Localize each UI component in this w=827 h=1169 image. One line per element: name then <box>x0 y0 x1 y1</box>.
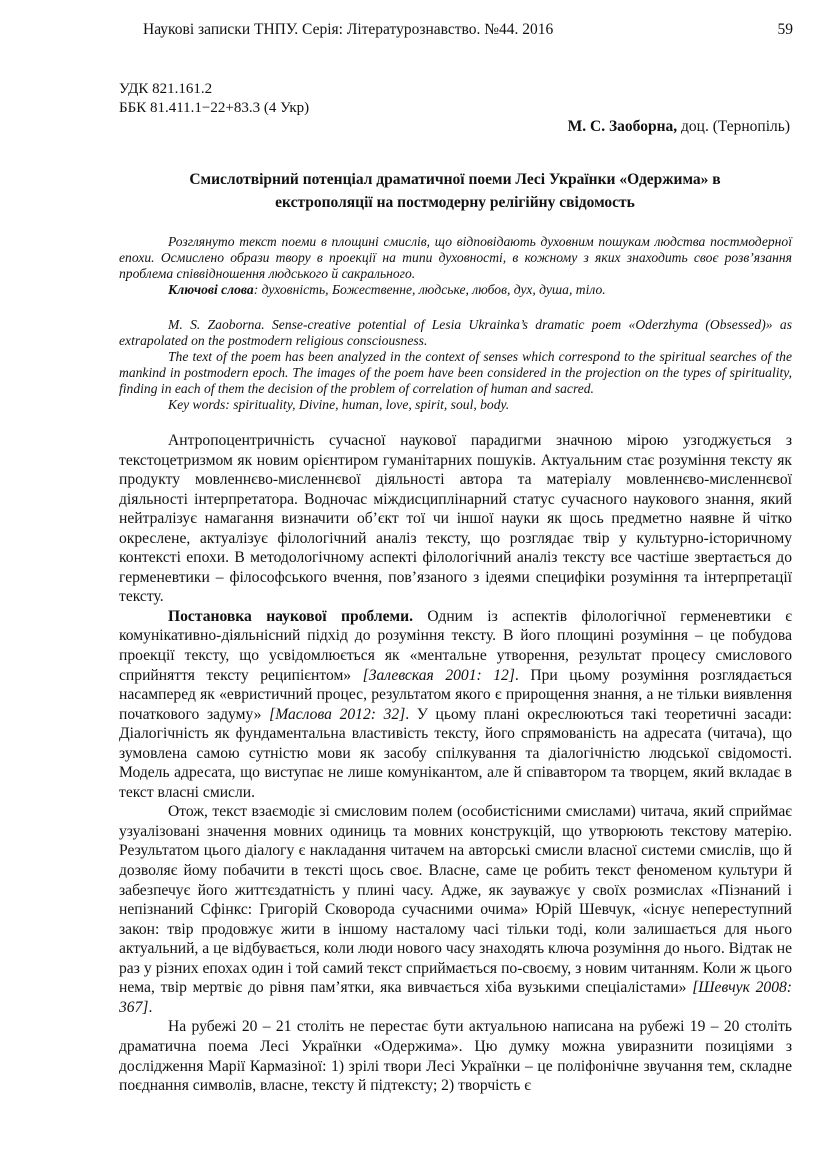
article-body <box>119 431 792 1096</box>
author-details: доц. (Тернопіль) <box>677 118 790 135</box>
citation-zalevskaya: [Залевская 2001: 12] <box>362 666 515 684</box>
paragraph-3 <box>119 802 792 1017</box>
article-title <box>150 168 760 214</box>
abstract-en-title: M. S. Zaoborna. Sense-creative potential of Lesia Ukrainka’s dramatic poem «Oderzhyma (Obsessed)» as extrapolated on the postmodern religious consciousness. <box>119 317 792 348</box>
paragraph-4: На рубежі 20 – 21 століть не перестає бути актуальною написана на рубежі 19 – 20 століть драматична поема Лесі Українки «Одержима». Цю думку можна увиразнити позиціями з дослідження Марії Кармазіної: 1) зрілі твори Лесі Українки – це поліфонічне звучання тем, складне поєднання символів, власне, тексту й підтексту; 2) творчість є <box>119 1018 792 1095</box>
abstract-english <box>119 317 792 413</box>
paragraph-3-text-a: Отож, текст взаємодіє зі смисловим полем (особистісними смислами) читача, який сприймає узуалізовані значення мовних одиниць та мовних конструкцій, що утворюють текстову матерію. Результатом цього діалогу є накладання читачем на авторські смисли власної системи смислів, що й дозволяє йому побачити в тексті щось своє. Власне, саме це робить текст феноменом культури й забезпечує його життєздатність у плині часу. Адже, як зауважує у своїх розмислах «Пізнаний і непізнаний Сфінкс: Григорій Сковорода сучасними очима» Юрій Шевчук, «існує непереступний закон: твір продовжує жити в іншому насталому часі тільки тоді, коли залишається для нього актуальний, а це відбувається, коли люди нового часу знаходять ключа розуміння до нього. Відтак не раз у різних епохах один і той самий текст сприймається по-своєму, з новим читанням. Коли ж цього нема, твір мертвіє до рівня пам’ятки, яка вивчається хіба вузькими спеціалістами» <box>119 803 792 997</box>
keywords-en: Key words: spirituality, Divine, human, love, spirit, soul, body. <box>168 397 510 412</box>
keywords-ua <box>119 282 792 298</box>
running-head <box>143 21 793 39</box>
paragraph-2-text-a: Одним із аспектів філологічної герменевтики є комунікативно-діяльнісний підхід до розуміння тексту. В його площині розуміння – це побудова проекції тексту, що усвідомлюється як «ментальне утворення, результат процесу смислового сприйняття тексту реципієнтом» <box>119 607 792 684</box>
citation-shevchuk: [Шевчук 2008: 367] <box>119 979 792 1016</box>
title-line-1: Смислотвірний потенціал драматичної поеми Лесі Українки «Одержима» в <box>189 171 721 188</box>
bbk-code: ББК 81.411.1−22+83.3 (4 Укр) <box>119 100 310 116</box>
paragraph-2 <box>119 607 792 802</box>
author-line <box>568 118 790 136</box>
abstract-en-text: The text of the poem has been analyzed in the context of senses which correspond to the spiritual searches of the mankind in postmodern epoch. The images of the poem have been considered in the projection on the types of spirituality, finding in each of them the decision of the problem of correlation of human and sacred. <box>119 349 792 396</box>
journal-title: Наукові записки ТНПУ. Серія: Літературознавство. №44. 2016 <box>143 21 554 38</box>
udk-code: УДК 821.161.2 <box>119 81 213 97</box>
page-number: 59 <box>777 21 793 38</box>
keywords-ua-label: Ключові слова <box>168 282 254 297</box>
classification-codes <box>119 80 309 118</box>
section-heading-problem: Постановка наукової проблеми. <box>168 607 413 625</box>
abstract-ukrainian <box>119 234 792 298</box>
paragraph-1: Антропоцентричність сучасної наукової парадигми значною мірою узгоджується з текстоцетризмом як новим орієнтиром гуманітарних пошуків. Актуальним стає розуміння тексту як продукту мовленнєво-мисленнєвої діяльності автора та матеріалу мовленнєво-мисленнєвої діяльності інтерпретатора. Водночас міждисциплінарний статус сучасного наукового знання, який нейтралізує намагання визначити об’єкт тої чи іншої науки як щось предметно наявне й чітко окреслене, актуалізує філологічний аналіз тексту, що розглядає твір у культурно-історичному контексті епохи. В методологічному аспекті філологічний аналіз тексту все частіше звертається до герменевтики – філософського вчення, пов’язаного з ідеями специфіки розуміння та інтерпретації тексту. <box>119 432 792 606</box>
title-line-2: екстрополяції на постмодерну релігійну свідомость <box>275 194 635 211</box>
paragraph-2-text-c: . У цьому плані окреслюються такі теоретичні засади: Діалогічність як фундаментальна властивість тексту, його спрямованість на адресата (читача), що зумовлена самою сутністю мови як засобу спілкування та діалогічністю людської свідомості. Модель адресата, що виступає не лише комунікантом, але й співавтором та творцем, який вкладає в текст власні смисли. <box>119 705 792 801</box>
keywords-ua-list: : духовність, Божественне, людське, любов, дух, душа, тіло. <box>253 282 606 297</box>
citation-maslova: [Маслова 2012: 32] <box>269 705 406 723</box>
paragraph-2-text-b: . При цьому розуміння розглядається насамперед як «евристичний процес, результатом якого є прирощення знання, а не тільки виявлення початкового задуму» <box>119 666 792 723</box>
abstract-ua-text: Розглянуто текст поеми в площині смислів, що відповідають духовним пошукам людства постмодерної епохи. Осмислено образи твору в проекції на типи духовності, в кожному з яких знаходить своє розв’язання проблема співвідношення людського й сакрального. <box>119 234 792 281</box>
paragraph-3-text-b: . <box>148 998 153 1016</box>
author-name: М. С. Заоборна, <box>567 118 678 135</box>
